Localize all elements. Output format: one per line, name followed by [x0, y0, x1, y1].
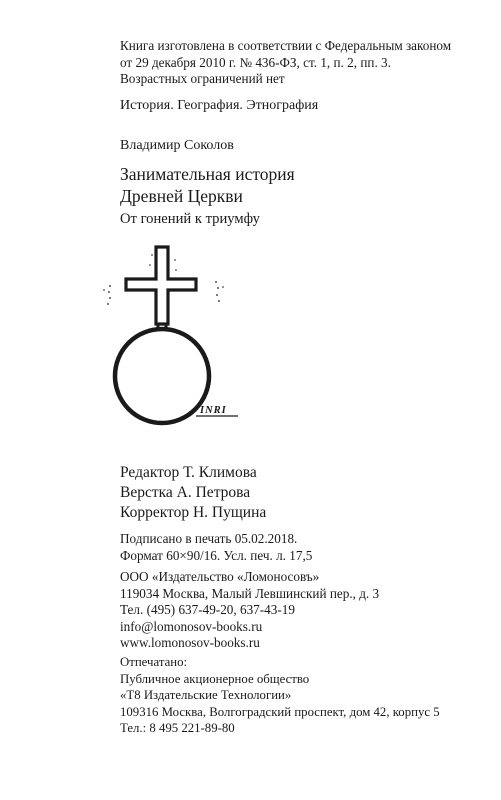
printer-address: 109316 Москва, Волгоградский проспект, дом 42, корпус 5 — [120, 704, 440, 719]
legal-notice-line-2: от 29 декабря 2010 г. № 436-ФЗ, ст. 1, п. 2, пп. 3. — [120, 54, 391, 70]
series-line — [120, 97, 481, 114]
staff-proofreader: Корректор Н. Пущина — [120, 504, 267, 521]
staff-layout: Верстка А. Петрова — [120, 484, 251, 501]
publisher-name: ООО «Издательство «Ломоносовъ» — [120, 569, 320, 584]
cross-globe-emblem-icon — [92, 238, 242, 428]
age-restriction: Возрастных ограничений нет — [120, 71, 285, 86]
cross-outline — [126, 247, 196, 324]
print-format: Формат 60×90/16. Усл. печ. л. 17,5 — [120, 547, 313, 563]
series-text: История. География. Этнография — [120, 98, 319, 113]
book-subtitle-text: От гонений к триумфу — [120, 211, 260, 227]
publisher-info — [120, 569, 481, 652]
printer-phone: Тел.: 8 495 221-89-80 — [120, 721, 235, 736]
print-signed-date: Подписано в печать 05.02.2018. — [120, 531, 298, 546]
printer-heading: Отпечатано: — [120, 655, 188, 669]
print-info — [120, 531, 481, 564]
author-block — [120, 137, 481, 154]
staff-editor: Редактор Т. Климова — [120, 464, 257, 481]
emblem-inscription: INRI — [200, 405, 227, 416]
author-name: Владимир Соколов — [120, 138, 234, 153]
book-title — [120, 163, 481, 207]
printer-info — [120, 654, 481, 737]
legal-notice-line-1: Книга изготовлена в соответствии с Федеральным законом — [120, 38, 452, 53]
cross-radiance-dots — [103, 254, 224, 305]
publisher-website: www.lomonosov-books.ru — [120, 635, 260, 650]
book-title-line-2: Древней Церкви — [120, 186, 243, 206]
legal-notice — [120, 38, 481, 88]
book-title-line-1: Занимательная история — [120, 164, 295, 184]
globe-circle — [115, 329, 209, 423]
publisher-address: 119034 Москва, Малый Левшинский пер., д. 3 — [120, 585, 380, 601]
printer-company-name: «Т8 Издательские Технологии» — [120, 688, 292, 703]
publisher-phone: Тел. (495) 637-49-20, 637-43-19 — [120, 602, 295, 617]
book-subtitle — [120, 210, 481, 230]
printer-company-type: Публичное акционерное общество — [120, 671, 310, 686]
publisher-email: info@lomonosov-books.ru — [120, 618, 263, 634]
editorial-staff — [120, 463, 481, 523]
